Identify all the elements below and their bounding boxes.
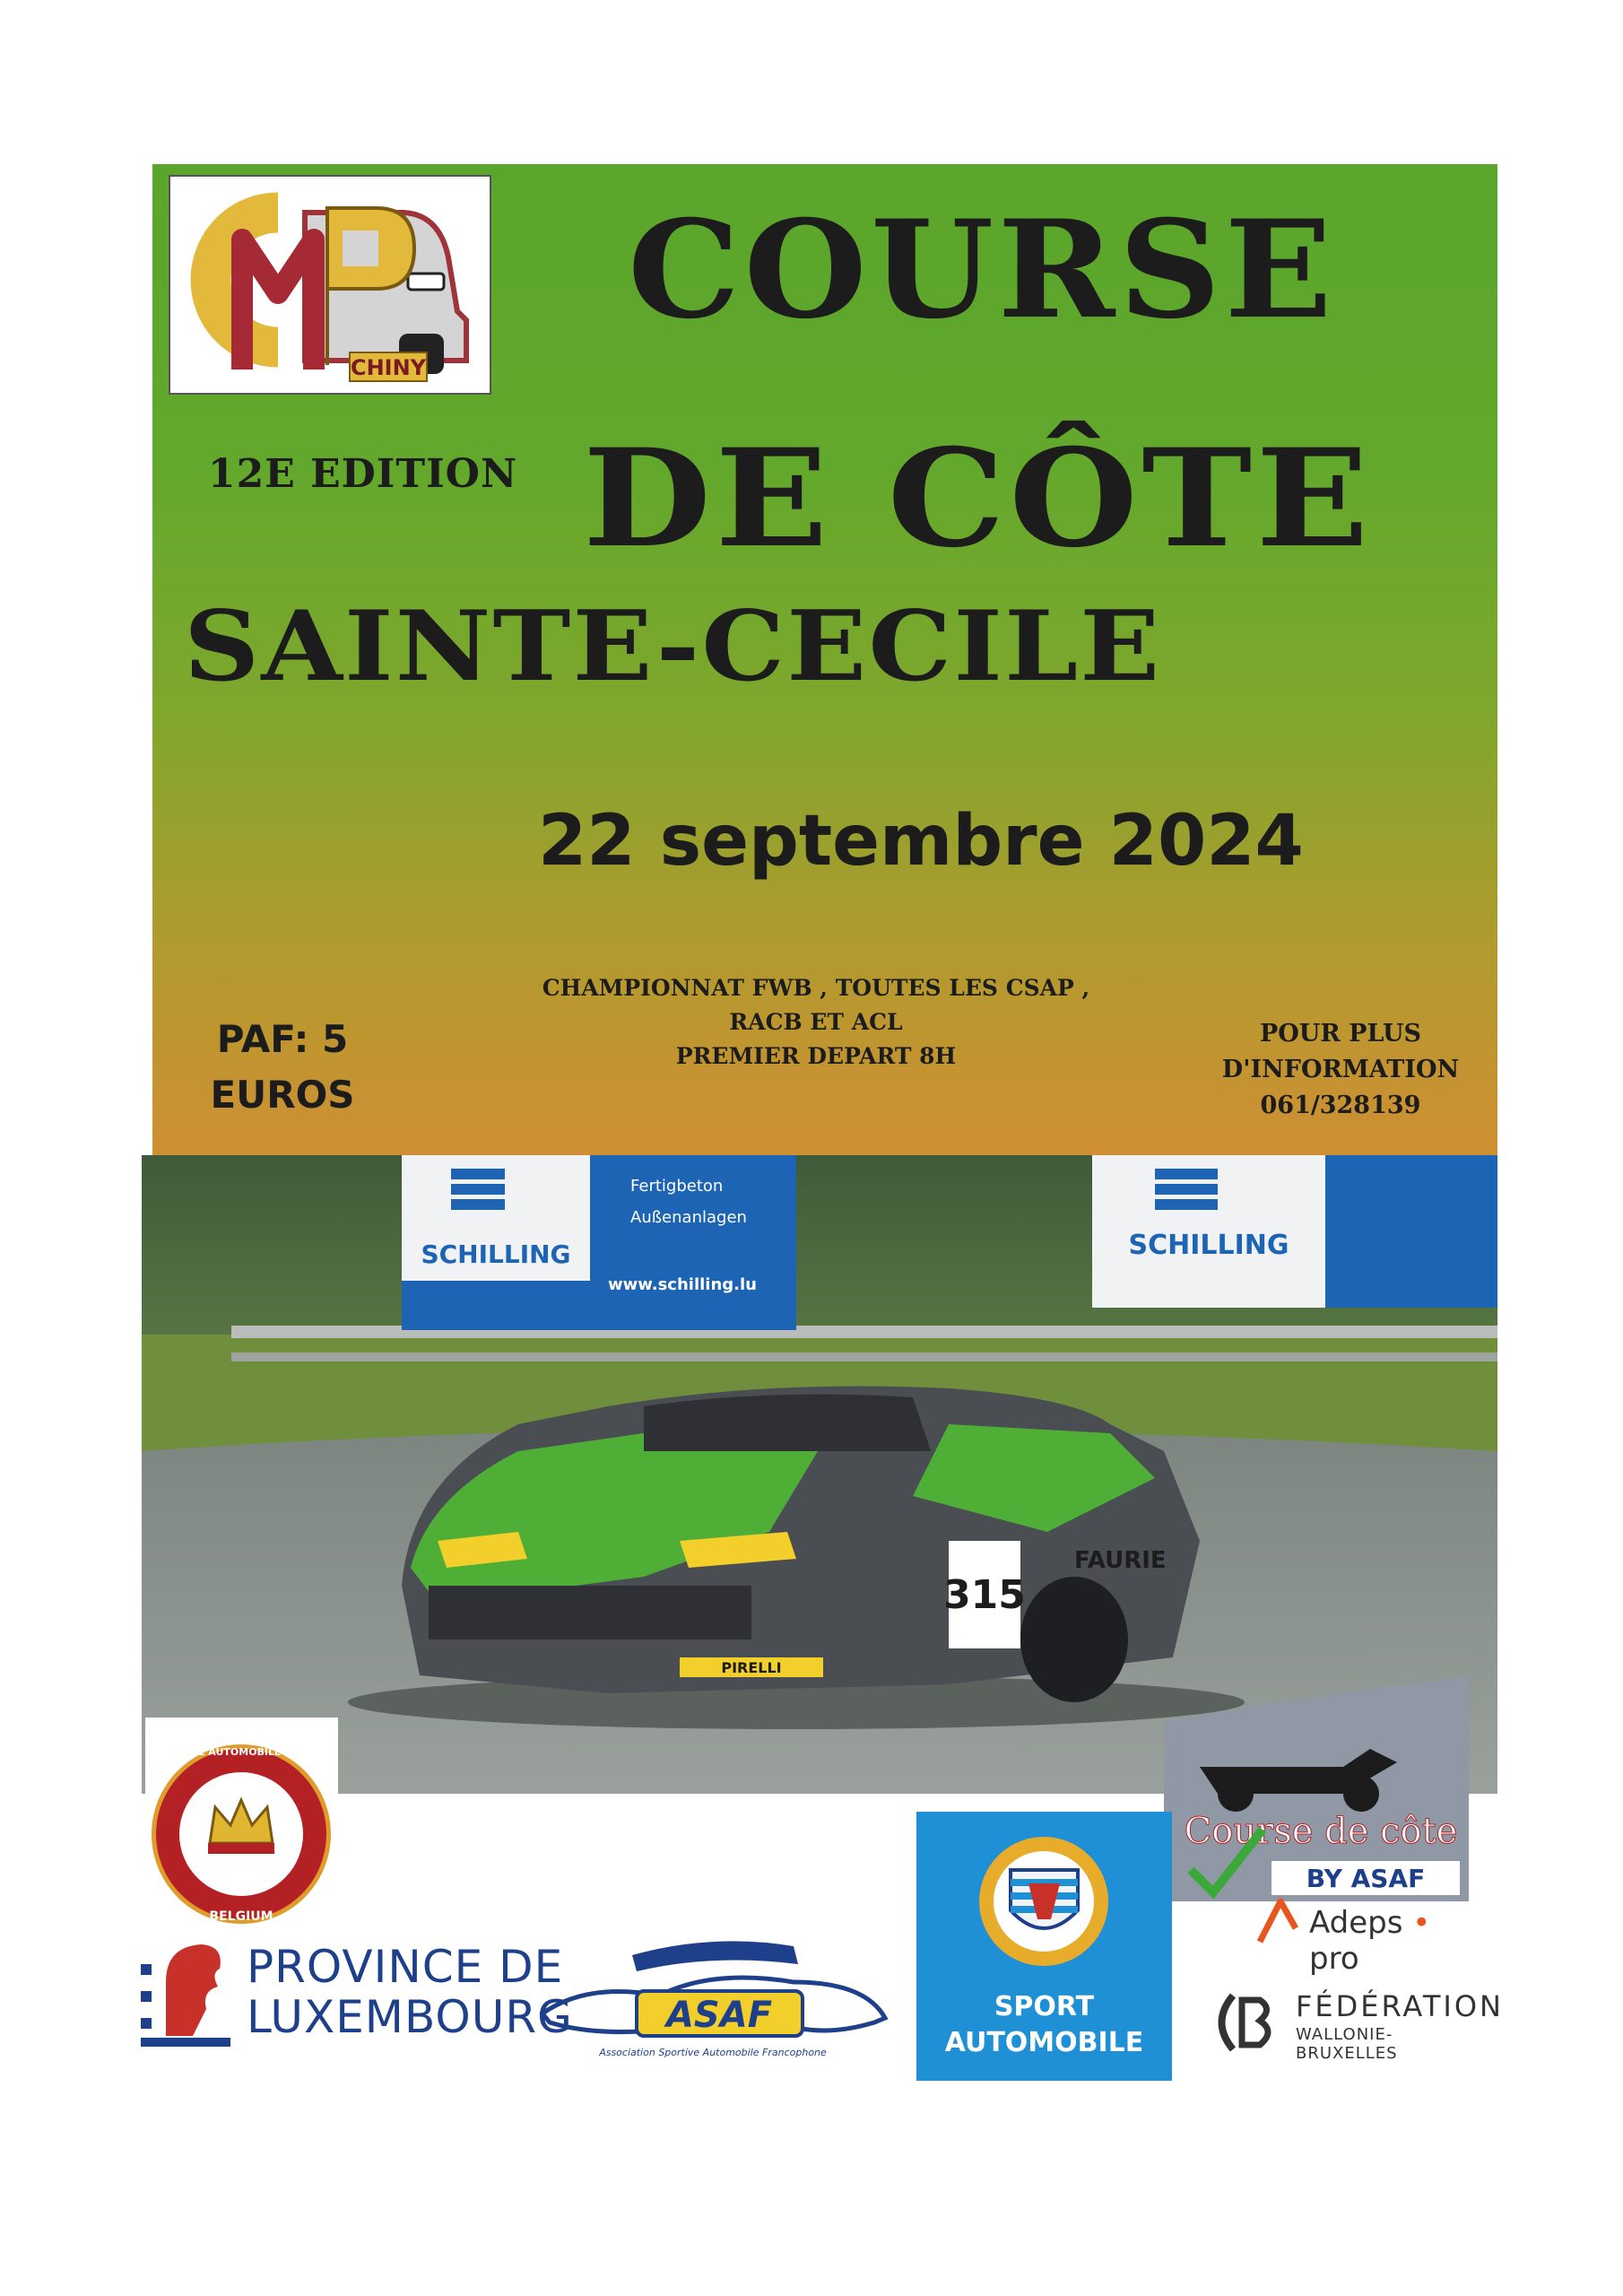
entry-fee-amount: PAF: 5 [216, 1017, 349, 1061]
luxembourg-sport-automobile-logo [916, 1812, 1172, 2081]
racb-emblem [145, 1718, 338, 1951]
federation-line1: FÉDÉRATION [1296, 1989, 1504, 2023]
title-course: COURSE [628, 191, 1336, 349]
racb-country: BELGIUM [209, 1909, 273, 1924]
title-sainte-cecile: SAINTE-CECILE [184, 590, 1162, 703]
asaf-full-name: Association Sportive Automobile Francophone [599, 2047, 827, 2058]
car-number: 315 [943, 1572, 1026, 1618]
contact-label: POUR PLUS [1259, 1020, 1422, 1048]
entry-fee-currency: EUROS [210, 1073, 355, 1117]
banner-brand: SCHILLING [421, 1239, 571, 1269]
banner-brand: SCHILLING [1128, 1230, 1289, 1261]
racb-name: ROYAL AUTOMOBILE CLUB [169, 1746, 314, 1758]
by-asaf-label: BY ASAF [1306, 1864, 1426, 1893]
province-line1: PROVINCE DE [247, 1941, 564, 1993]
edition-label: 12E EDITION [208, 451, 518, 497]
car-sponsor: FAURIE [1074, 1547, 1167, 1574]
adeps-label: Adeps • pro [1309, 1905, 1431, 1977]
poster-header [152, 164, 1497, 1155]
contact-phone: 061/328139 [1260, 1091, 1421, 1119]
province-de-luxembourg-logo [139, 1937, 573, 2049]
first-start-time: PREMIER DEPART 8H [675, 1043, 957, 1069]
banner-item: Fertigbeton [630, 1177, 724, 1196]
course-de-cote-asaf-logo [1164, 1677, 1478, 1901]
province-lion-icon [139, 1937, 242, 2049]
banner-url: www.schilling.lu [608, 1275, 757, 1294]
fwb-icon [1206, 1987, 1278, 2058]
entry-fee [170, 1012, 395, 1123]
province-line2: LUXEMBOURG [247, 1991, 573, 2043]
schilling-banner-right [1092, 1155, 1497, 1308]
lux-sport-line2: AUTOMOBILE [944, 2027, 1144, 2058]
federation-wallonie-bruxelles-logo [1206, 1982, 1504, 2063]
cmp-logo-graphic [170, 177, 490, 393]
course-de-cote-title: Course de côte [1184, 1811, 1458, 1852]
adeps-peak-icon [1255, 1892, 1300, 1946]
lux-sport-line1: SPORT [994, 1991, 1095, 2022]
asaf-emblem [534, 1928, 892, 2063]
title-de-cote: DE CÔTE [583, 420, 1373, 578]
adeps-name: Adeps [1309, 1905, 1403, 1941]
adeps-suffix: pro [1309, 1941, 1359, 1977]
schilling-banner-mid [590, 1155, 796, 1330]
adeps-pro-logo [1246, 1892, 1480, 1977]
cmp-town-label: CHINY [350, 355, 427, 380]
asaf-name: ASAF [665, 1995, 773, 2036]
asaf-logo [534, 1928, 892, 2063]
championship-line: CHAMPIONNAT FWB , TOUTES LES CSAP , [542, 975, 1090, 1001]
cmp-chiny-logo [169, 175, 491, 395]
contact-label: D'INFORMATION [1221, 1056, 1460, 1083]
banner-item: Außenanlagen [630, 1208, 747, 1227]
championship-line: RACB ET ACL [729, 1009, 903, 1035]
tyre-brand: PIRELLI [721, 1659, 782, 1676]
federation-line2: WALLONIE-BRUXELLES [1296, 2025, 1398, 2063]
championship-info [475, 971, 1157, 1074]
event-date: 22 septembre 2024 [538, 801, 1304, 882]
course-de-cote-emblem [1164, 1677, 1478, 1901]
contact-info [1193, 1016, 1488, 1124]
racb-logo [145, 1718, 338, 1951]
schilling-banner-left [402, 1155, 590, 1330]
